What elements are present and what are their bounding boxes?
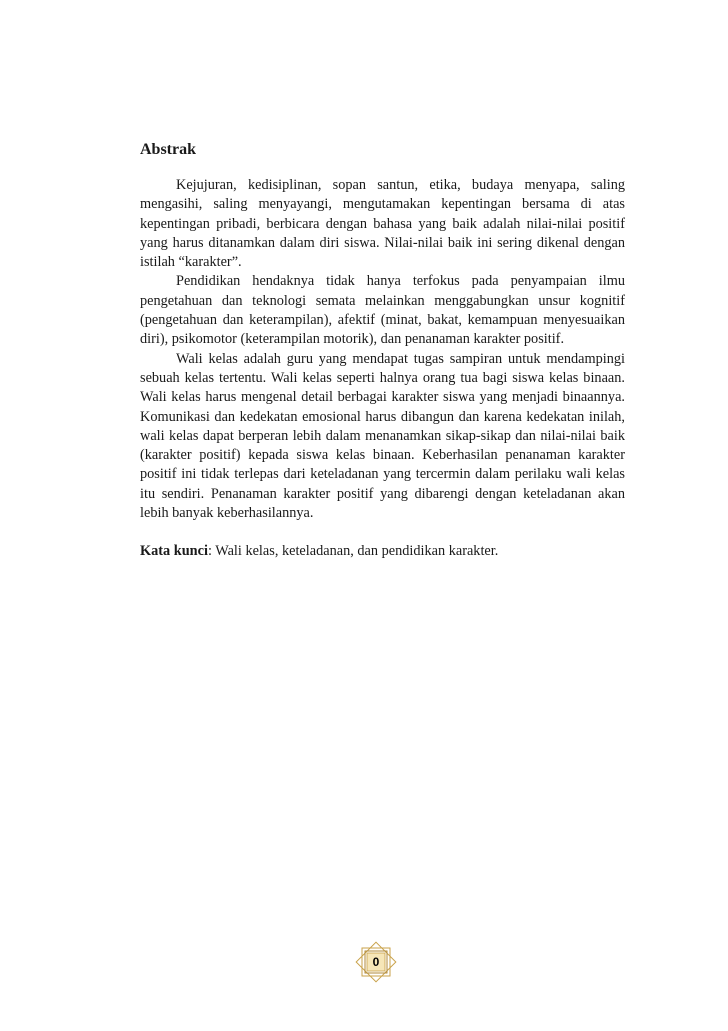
keywords-label: Kata kunci	[140, 543, 208, 560]
abstract-paragraph-3: Wali kelas adalah guru yang mendapat tugas sampiran untuk mendampingi sebuah kelas tertentu. Wali kelas seperti halnya orang tua bagi siswa kelas binaan. Wali kelas harus mengenal detail berbagai karakter siswa yang menjadi binaannya. Komunikasi dan kedekatan emosional harus dibangun dan karena kedekatan inilah, wali kelas dapat berperan lebih dalam menanamkan sikap-sikap dan nilai-nilai baik (karakter positif) kepada siswa kelas binaan. Keberhasilan penanaman karakter positif ini tidak terlepas dari keteladanan yang tercermin dalam perilaku wali kelas itu sendiri. Penanaman karakter positif yang dibarengi dengan keteladanan akan lebih banyak keberhasilannya.	[140, 350, 625, 522]
abstract-heading: Abstrak	[140, 141, 197, 158]
page-number-ornament	[354, 940, 398, 984]
abstract-paragraph-1: Kejujuran, kedisiplinan, sopan santun, etika, budaya menyapa, saling mengasihi, saling menyayangi, mengutamakan kepentingan bersama di atas kepentingan pribadi, berbicara dengan bahasa yang baik adalah nilai-nilai positif yang harus ditanamkan dalam diri siswa. Nilai-nilai baik ini sering dikenal dengan istilah “karakter”.	[140, 177, 625, 271]
page-number: 0	[372, 955, 380, 969]
abstract-section	[140, 140, 625, 562]
abstract-paragraph-2: Pendidikan hendaknya tidak hanya terfokus pada penyampaian ilmu pengetahuan dan teknologi semata melainkan menggabungkan unsur kognitif (pengetahuan dan keterampilan), afektif (minat, bakat, kemampuan menyesuaikan diri), psikomotor (keterampilan motorik), dan penanaman karakter positif.	[140, 273, 625, 348]
keywords-line	[140, 542, 625, 561]
keywords-text: : Wali kelas, keteladanan, dan pendidikan karakter.	[207, 543, 499, 560]
